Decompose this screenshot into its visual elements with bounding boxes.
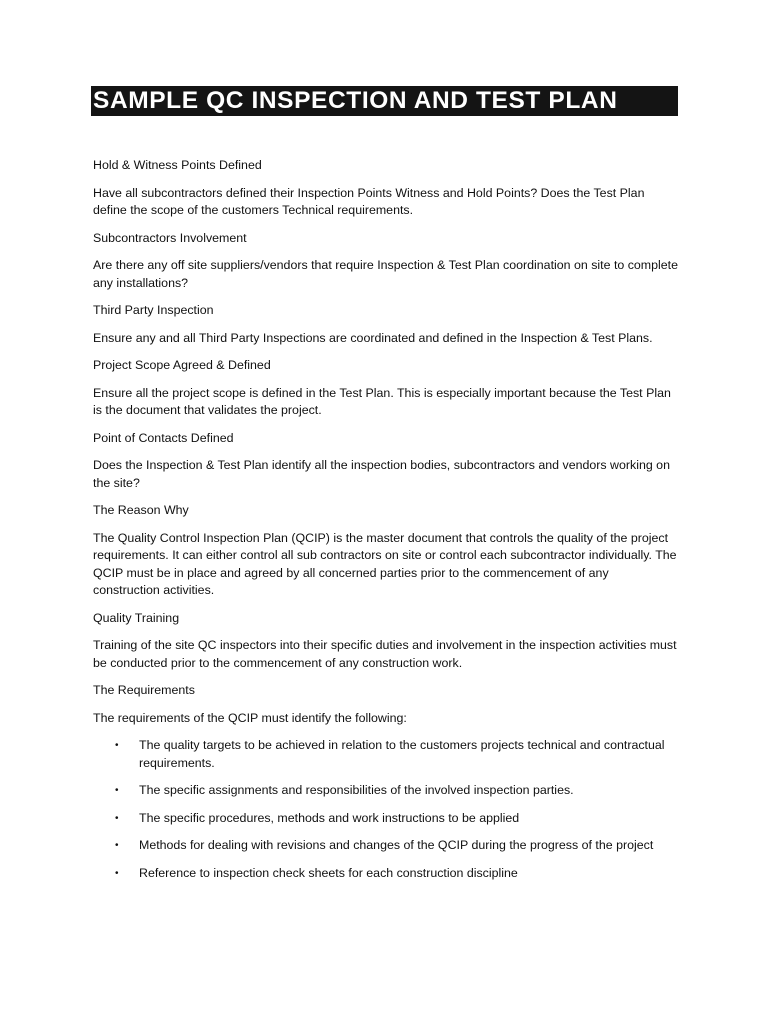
section-point-of-contacts [93, 430, 678, 493]
bullet-icon: • [115, 785, 119, 796]
bullet-icon: • [115, 740, 119, 751]
list-item-text: The specific assignments and responsibilities of the involved inspection parties. [139, 783, 574, 797]
section-paragraph: Ensure any and all Third Party Inspections are coordinated and defined in the Inspection & Test Plans. [93, 330, 653, 345]
section-heading: Hold & Witness Points Defined [93, 158, 262, 172]
bullet-icon: • [115, 840, 119, 851]
bullet-icon: • [115, 867, 119, 879]
list-item-text: The specific procedures, methods and work instructions to be applied [139, 810, 520, 825]
section-heading: The Reason Why [93, 503, 189, 517]
list-item [93, 737, 678, 772]
list-item [93, 865, 678, 883]
list-item-text: Reference to inspection check sheets for each construction discipline [139, 865, 518, 880]
section-hold-witness [93, 157, 678, 220]
section-paragraph: Are there any off site suppliers/vendors that require Inspection & Test Plan coordination on site to complete any installations? [93, 258, 678, 290]
section-paragraph: Ensure all the project scope is defined in the Test Plan. This is especially important because the Test Plan is the document that validates the project. [93, 385, 671, 417]
section-heading: Project Scope Agreed & Defined [93, 358, 271, 372]
section-subcontractors [93, 230, 678, 293]
bullet-icon: • [115, 812, 119, 824]
section-paragraph: The requirements of the QCIP must identify the following: [93, 710, 407, 725]
list-item [93, 837, 678, 855]
document-title: SAMPLE QC INSPECTION AND TEST PLAN [91, 86, 678, 116]
list-item-text: Methods for dealing with revisions and changes of the QCIP during the progress of the project [139, 838, 654, 852]
section-heading: Quality Training [93, 610, 180, 625]
section-third-party [93, 302, 678, 347]
document-page [93, 86, 678, 892]
list-item [93, 782, 678, 800]
section-requirements [93, 682, 678, 882]
requirements-list [93, 737, 678, 882]
section-paragraph: The Quality Control Inspection Plan (QCIP) is the master document that controls the quality of the project requirements. It can either control all sub contractors on site or control each subcontractor individually. The QCIP must be in place and agreed by all concerned parties prior to the commencement of any construction activities. [93, 530, 677, 597]
list-item [93, 810, 678, 828]
section-reason-why [93, 502, 678, 600]
list-item-text: The quality targets to be achieved in relation to the customers projects technical and contractual requirements. [139, 738, 665, 770]
document-body [93, 157, 678, 882]
section-project-scope [93, 357, 678, 420]
section-paragraph: Training of the site QC inspectors into their specific duties and involvement in the inspection activities must be conducted prior to the commencement of any construction work. [93, 638, 677, 670]
section-heading: The Requirements [93, 683, 195, 697]
section-heading: Point of Contacts Defined [93, 430, 234, 445]
section-heading: Third Party Inspection [93, 303, 214, 317]
section-quality-training [93, 610, 678, 673]
section-paragraph: Have all subcontractors defined their Inspection Points Witness and Hold Points? Does the Test Plan define the scope of the customers Technical requirements. [93, 185, 645, 217]
section-paragraph: Does the Inspection & Test Plan identify all the inspection bodies, subcontractors and vendors working on the site? [93, 458, 670, 490]
section-heading: Subcontractors Involvement [93, 230, 247, 245]
